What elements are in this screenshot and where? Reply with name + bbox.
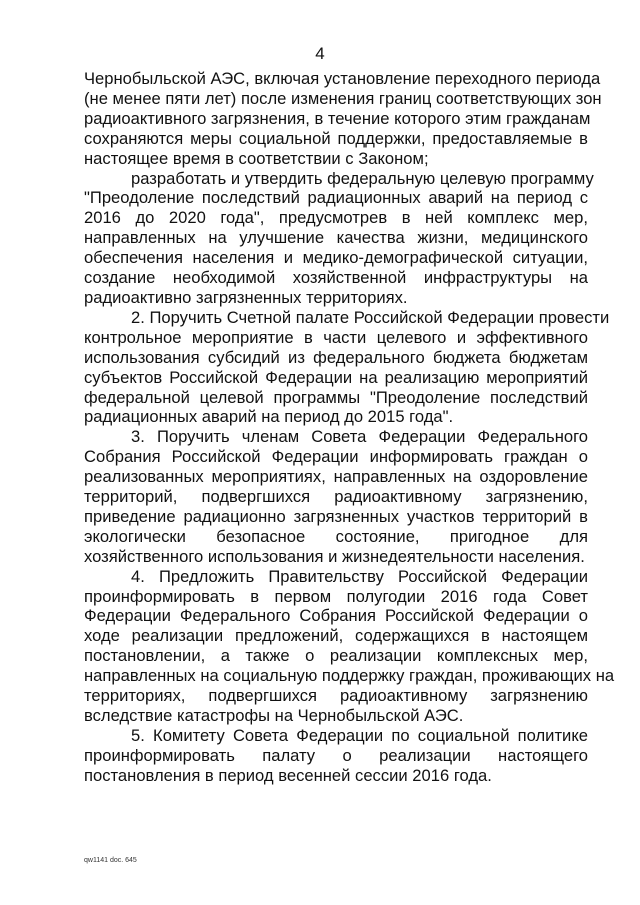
text-line: 2. Поручить Счетной палате Российской Федерации провести	[131, 307, 610, 327]
text-line: субъектов Российской Федерации на реализацию мероприятий	[84, 367, 588, 387]
paragraph-item-5	[84, 726, 588, 786]
text-line: Собрания Российской Федерации информировать граждан о	[84, 447, 588, 467]
text-line: территориях, подвергшихся радиоактивному загрязнению	[84, 686, 588, 706]
text-line: приведение радиационно загрязненных участков территорий в	[84, 506, 588, 526]
paragraph-program	[84, 168, 594, 308]
paragraph-item-2	[84, 307, 610, 427]
text-line: федеральной целевой программы "Преодоление последствий	[84, 387, 588, 407]
paragraph-item-3	[84, 427, 588, 566]
document-footer-code: qw1141 doc. 645	[84, 857, 137, 864]
text-line: 2016 до 2020 года", предусмотрев в ней комплекс мер,	[84, 208, 588, 228]
text-line: использования субсидий из федерального бюджета бюджетам	[84, 347, 588, 367]
text-line: постановлении, а также о реализации комплексных мер,	[84, 646, 588, 666]
text-line: направленных на социальную поддержку граждан, проживающих на	[84, 666, 615, 686]
text-line: вследствие катастрофы на Чернобыльской АЭС.	[84, 706, 464, 725]
text-line: радиационных аварий на период до 2015 года".	[84, 407, 454, 427]
text-line: территорий, подвергшихся радиоактивному загрязнению,	[84, 487, 588, 507]
text-line: создание необходимой хозяйственной инфраструктуры на	[84, 268, 588, 288]
text-line: настоящее время в соответствии с Законом;	[84, 148, 429, 168]
text-line: реализованных мероприятиях, направленных на оздоровление	[84, 467, 588, 487]
text-line: постановления в период весенней сессии 2016 года.	[84, 765, 492, 785]
text-line: проинформировать в первом полугодии 2016 года Совет	[84, 586, 588, 606]
text-line: радиоактивно загрязненных территориях.	[84, 287, 408, 307]
text-line: проинформировать палату о реализации настоящего	[84, 745, 588, 765]
text-line: (не менее пяти лет) после изменения границ соответствующих зон	[84, 88, 602, 108]
text-line: сохраняются меры социальной поддержки, предоставляемые в	[84, 128, 588, 148]
text-line: "Преодоление последствий радиационных аварий на период с	[84, 188, 588, 208]
text-line: Чернобыльской АЭС, включая установление переходного периода	[84, 69, 601, 88]
text-line: радиоактивного загрязнения, в течение которого этим гражданам	[84, 108, 591, 128]
text-line: 4. Предложить Правительству Российской Федерации	[131, 566, 588, 586]
text-line: ходе реализации предложений, содержащихся в настоящем	[84, 626, 588, 646]
text-line: экологически безопасное состояние, пригодное для	[84, 526, 588, 546]
text-line: 5. Комитету Совета Федерации по социальной политике	[131, 725, 588, 745]
page-number: 4	[315, 44, 325, 63]
text-line: направленных на улучшение качества жизни, медицинского	[84, 228, 588, 248]
text-line: обеспечения населения и медико-демографической ситуации,	[84, 248, 588, 268]
text-line: Федерации Федерального Собрания Российской Федерации о	[84, 606, 588, 626]
document-body	[84, 69, 615, 786]
paragraph-continuation	[84, 69, 602, 169]
text-line: разработать и утвердить федеральную целевую программу	[131, 168, 594, 188]
text-line: контрольное мероприятие в части целевого и эффективного	[84, 327, 588, 347]
text-line: 3. Поручить членам Совета Федерации Федерального	[131, 427, 588, 447]
paragraph-item-4	[84, 566, 615, 726]
text-line: хозяйственного использования и жизнедеятельности населения.	[84, 546, 585, 566]
